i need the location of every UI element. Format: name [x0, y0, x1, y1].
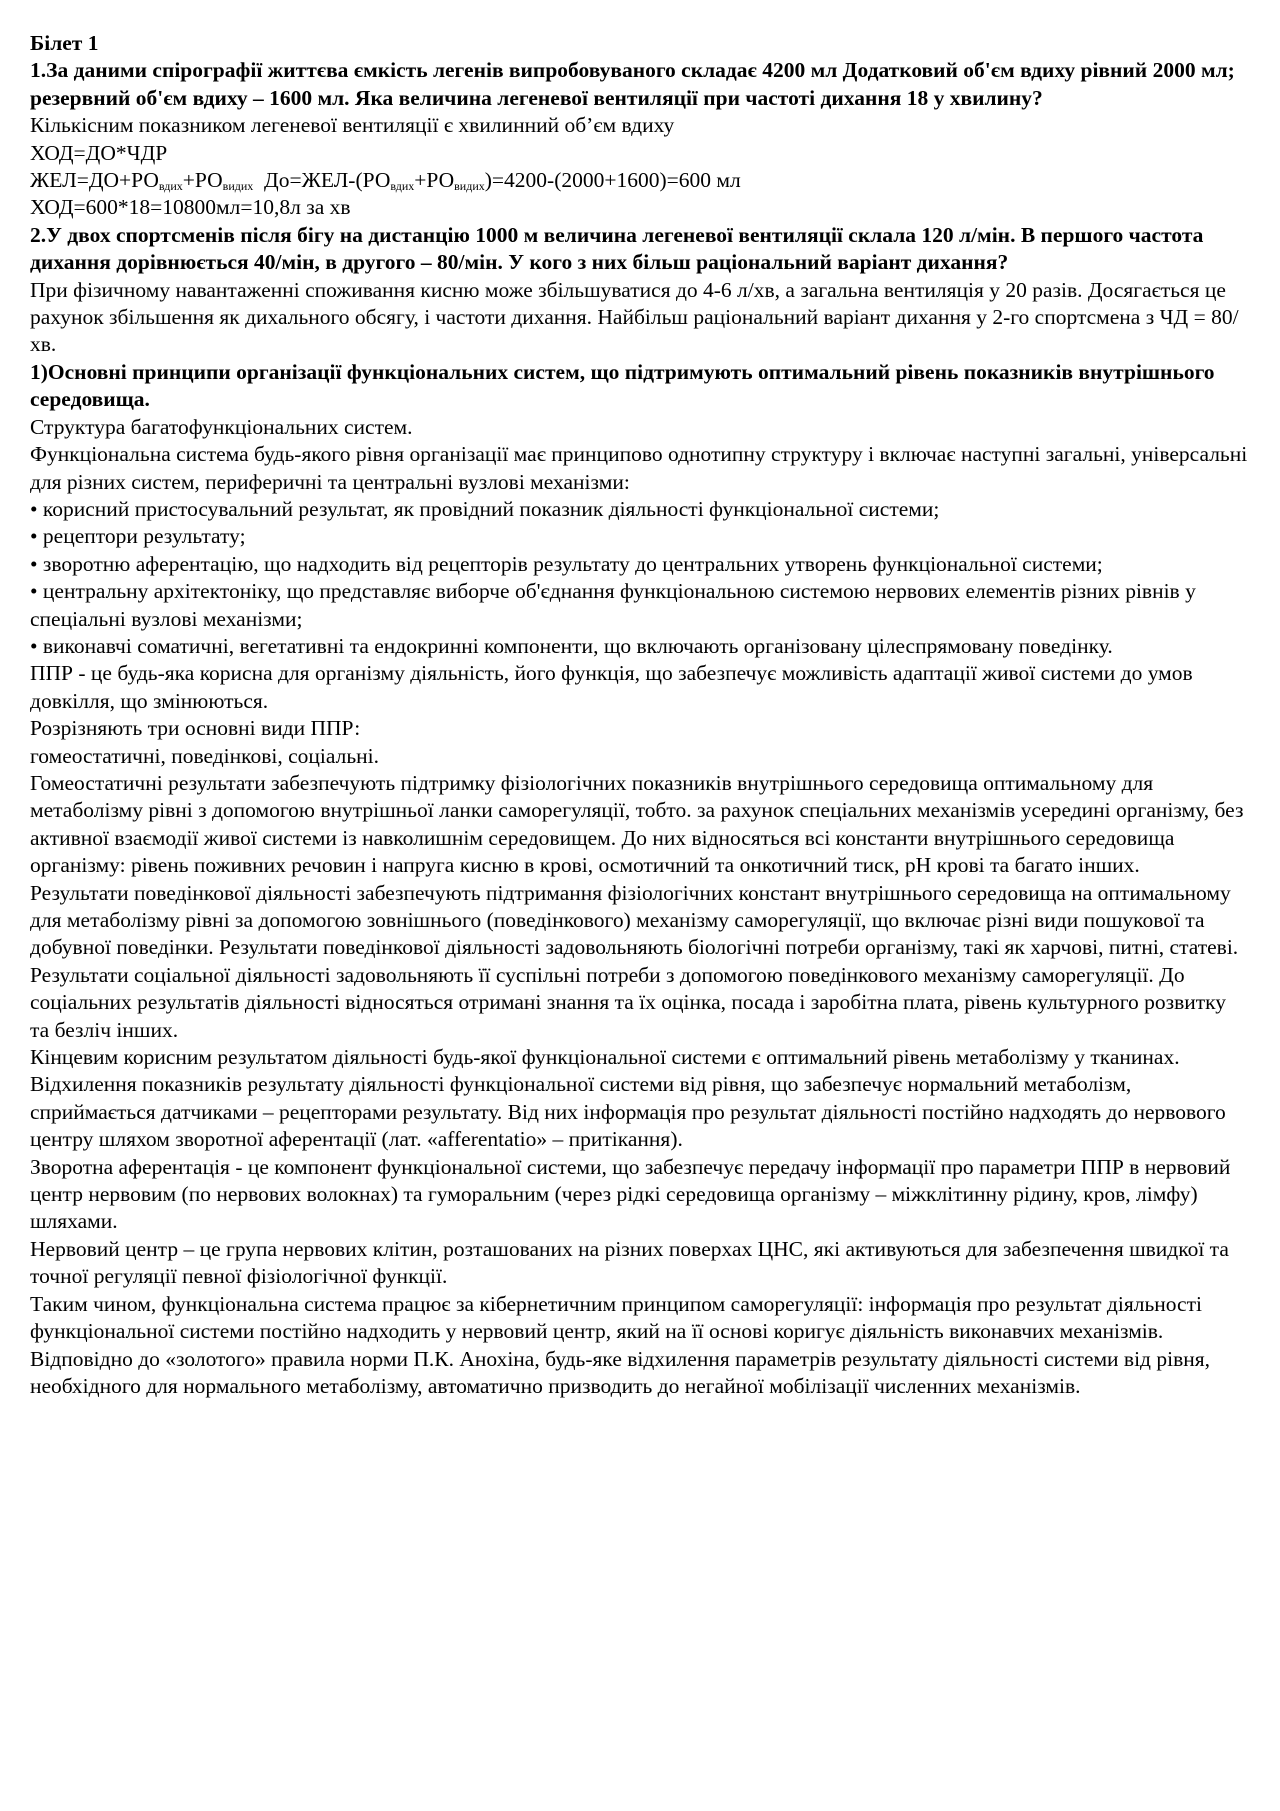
answer-1-line-1: Кількісним показником легеневої вентиляції є хвилинний об’єм вдиху	[30, 113, 675, 138]
paragraph: ППР - це будь-яка корисна для організму діяльність, його функція, що забезпечує можливість адаптації живої системи до умов довкілля, що змінюються.	[30, 661, 1193, 713]
formula-part: ЖЕЛ=ДО+РО	[30, 168, 159, 193]
formula-part: До=ЖЕЛ-(РО	[253, 168, 391, 193]
formula-part: +РО	[182, 168, 223, 193]
list-item: • зворотню аферентацію, що надходить від рецепторів результату до центральних утворень функціональної системи;	[30, 551, 1103, 576]
list-item: • виконавчі соматичні, вегетативні та ендокринні компоненти, що включають організовану цілеспрямовану поведінку.	[30, 633, 1113, 658]
formula-part: )=4200-(2000+1600)=600 мл	[484, 168, 741, 193]
answer-1-formula-3: ХОД=600*18=10800мл=10,8л за хв	[30, 195, 351, 220]
formula-subscript: вдих	[390, 179, 415, 194]
paragraph: Зворотна аферентація - це компонент функціональної системи, що забезпечує передачу інформації про параметри ППР в нервовий центр нервовим (по нервових волокнах) та гуморальним (через рідкі середовища організму – міжклітинну рідину, кров, лімфу) шляхами.	[30, 1154, 1231, 1234]
answer-1-formula-1: ХОД=ДО*ЧДР	[30, 140, 168, 165]
question-2: 2.У двох спортсменів після бігу на дистанцію 1000 м величина легеневої вентиляції склала 120 л/мін. В першого частота дихання дорівнюється 40/мін, в другого – 80/мін. У кого з них більш раціональний варіант дихання?	[30, 222, 1204, 275]
paragraph: гомеостатичні, поведінкові, соціальні.	[30, 743, 380, 768]
paragraph: Гомеостатичні результати забезпечують підтримку фізіологічних показників внутрішнього середовища оптимальному для метаболізму рівні з допомогою внутрішньої ланки саморегуляції, тобто. за рахунок спеціальних механізмів усередині організму, без активної взаємодії живої системи із навколишнім середовищем. До них відносяться всі константи внутрішнього середовища організму: рівень поживних речовин і напруга кисню в крові, осмотичний та онкотичний тиск, рН крові та багато інших.	[30, 770, 1244, 878]
question-3: 1)Основні принципи організації функціональних систем, що підтримують оптимальний рівень показників внутрішнього середовища.	[30, 359, 1215, 412]
paragraph: Функціональна система будь-якого рівня організації має принципово однотипну структуру і включає наступні загальні, універсальні для різних систем, периферичні та центральні вузлові механізми:	[30, 442, 1248, 494]
paragraph: Розрізняють три основні види ППР:	[30, 716, 361, 741]
list-item: • корисний пристосувальний результат, як провідний показник діяльності функціональної системи;	[30, 496, 940, 521]
paragraph: Нервовий центр – це група нервових клітин, розташованих на різних поверхах ЦНС, які активуються для забезпечення швидкої та точної регуляції певної фізіологічної функції.	[30, 1236, 1229, 1289]
answer-1-formula-2	[30, 167, 1250, 194]
formula-subscript: видих	[222, 179, 254, 194]
paragraph: Структура багатофункціональних систем.	[30, 414, 413, 439]
ticket-title: Білет 1	[30, 31, 99, 55]
paragraph: Результати соціальної діяльності задовольняють її суспільні потреби з допомогою поведінкового механізму саморегуляції. До соціальних результатів діяльності відносяться отримані знання та їх оцінка, посада і заробітна плата, рівень культурного розвитку та безліч інших.	[30, 962, 1227, 1042]
paragraph: Таким чином, функціональна система працює за кібернетичним принципом саморегуляції: інформація про результат діяльності функціональної системи постійно надходить у нервовий центр, який на її основі коригує діяльність виконавчих механізмів. Відповідно до «золотого» правила норми П.К. Анохіна, будь-яке відхилення параметрів результату діяльності системи від рівня, необхідного для нормального метаболізму, автоматично призводить до негайної мобілізації численних механізмів.	[30, 1291, 1211, 1398]
answer-2: При фізичному навантаженні споживання кисню може збільшуватися до 4-6 л/хв, а загальна вентиляція у 20 разів. Досягається це рахунок збільшення як дихального обсягу, і частоти дихання. Найбільш раціональний варіант дихання у 2-го спортсмена з ЧД = 80/хв.	[30, 277, 1239, 357]
list-item: • центральну архітектоніку, що представляє виборче об'єднання функціональною системою нервових елементів різних рівнів у спеціальні вузлові механізми;	[30, 579, 1196, 631]
formula-subscript: видих	[454, 179, 485, 194]
formula-subscript: вдих	[158, 179, 183, 194]
paragraph: Кінцевим корисним результатом діяльності будь-якої функціональної системи є оптимальний рівень метаболізму у тканинах. Відхилення показників результату діяльності функціональної системи від рівня, що забезпечує нормальний метаболізм, сприймається датчиками – рецепторами результату. Від них інформація про результат діяльності постійно надходять до нервового центру шляхом зворотної аферентації (лат. «afferentatio» – притікання).	[30, 1045, 1226, 1152]
list-item: • рецептори результату;	[30, 524, 246, 549]
formula-part: +РО	[414, 168, 455, 193]
paragraph: Результати поведінкової діяльності забезпечують підтримання фізіологічних констант внутрішнього середовища на оптимальному для метаболізму рівні за допомогою зовнішнього (поведінкового) механізму саморегуляції, що включає різні види пошукової та добувної поведінки. Результати поведінкової діяльності задовольняють біологічні потреби організму, такі як харчові, питні, статеві.	[30, 880, 1239, 960]
question-1: 1.За даними спірографії життєва ємкість легенів випробовуваного складає 4200 мл Додатковий об'єм вдиху рівний 2000 мл; резервний об'єм вдиху – 1600 мл. Яка величина легеневої вентиляції при частоті дихання 18 у хвилину?	[30, 58, 1235, 110]
